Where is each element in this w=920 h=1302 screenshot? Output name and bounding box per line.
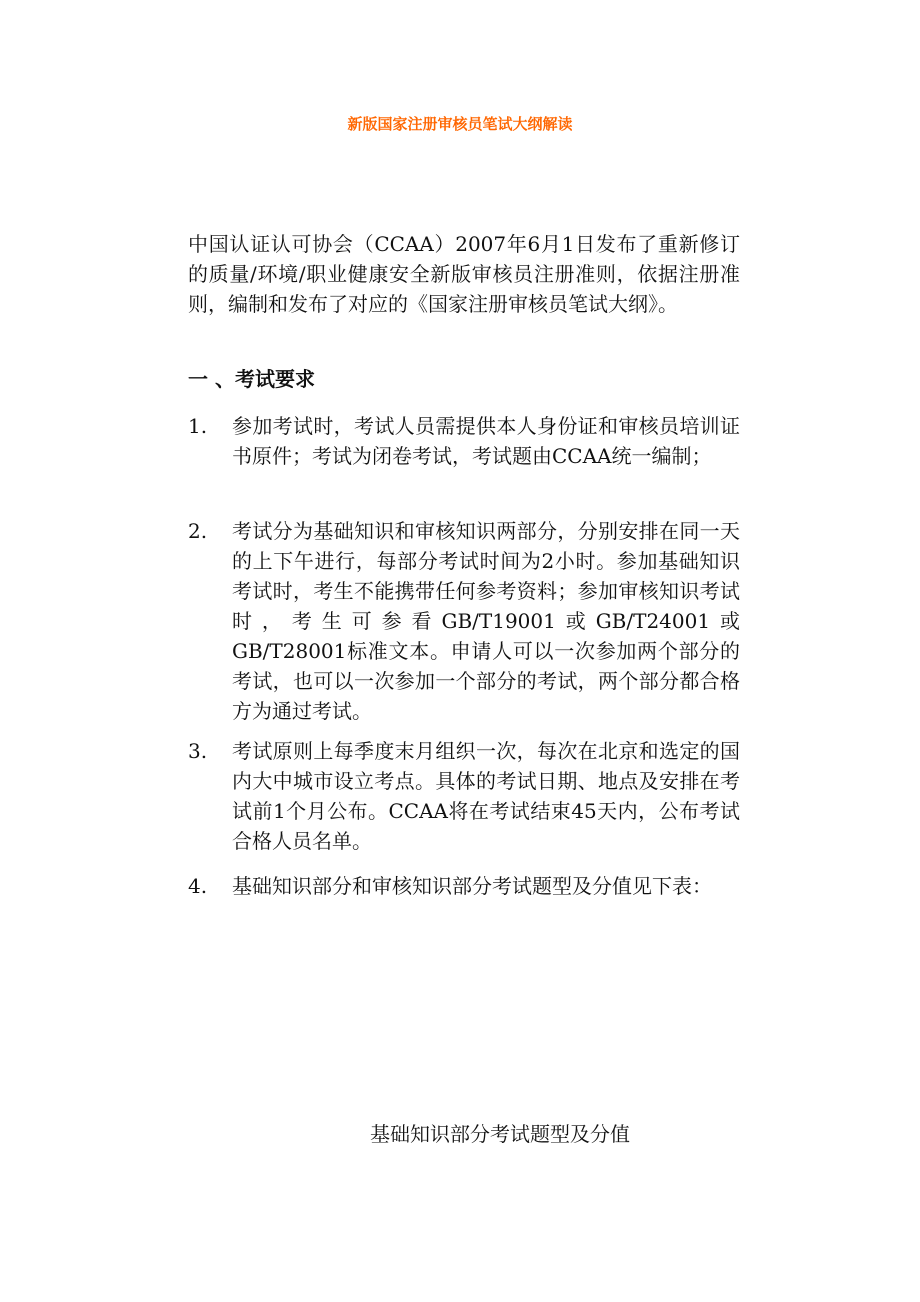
list-item-text: 考试原则上每季度末月组织一次，每次在北京和选定的国内大中城市设立考点。具体的考试日期、地点及安排在考试前1个月公布。CCAA将在考试结束45天内，公布考试合格人员名单。 [232,739,740,853]
list-item-text: 参加考试时，考试人员需提供本人身份证和审核员培训证书原件；考试为闭卷考试，考试题由CCAA统一编制； [232,414,740,468]
list-item-number: 3. [188,739,208,763]
list-item [188,736,740,856]
list-item-text: 基础知识部分和审核知识部分考试题型及分值见下表： [232,874,712,898]
list-item [188,411,740,471]
list-item-text: 考试分为基础知识和审核知识两部分，分别安排在同一天的上下午进行，每部分考试时间为2小时。参加基础知识考试时，考生不能携带任何参考资料；参加审核知识考试时，考生可参看GB/T19001或GB/T24001或GB/T28001标准文本。申请人可以一次参加两个部分的考试，也可以一次参加一个部分的考试，两个部分都合格方为通过考试。 [232,519,740,723]
document-title: 新版国家注册审核员笔试大纲解读 [347,115,573,133]
section-heading: 一 、考试要求 [188,367,315,391]
list-item-number: 4. [188,874,208,898]
list-item [188,516,740,726]
intro-paragraph: 中国认证认可协会（CCAA）2007年6月1日发布了重新修订的质量/环境/职业健康安全新版审核员注册准则，依据注册准则，编制和发布了对应的《国家注册审核员笔试大纲》。 [188,232,740,316]
table-caption: 基础知识部分考试题型及分值 [370,1122,630,1146]
list-item-number: 2. [188,519,208,543]
list-item-number: 1. [188,414,208,438]
list-item [188,871,740,901]
